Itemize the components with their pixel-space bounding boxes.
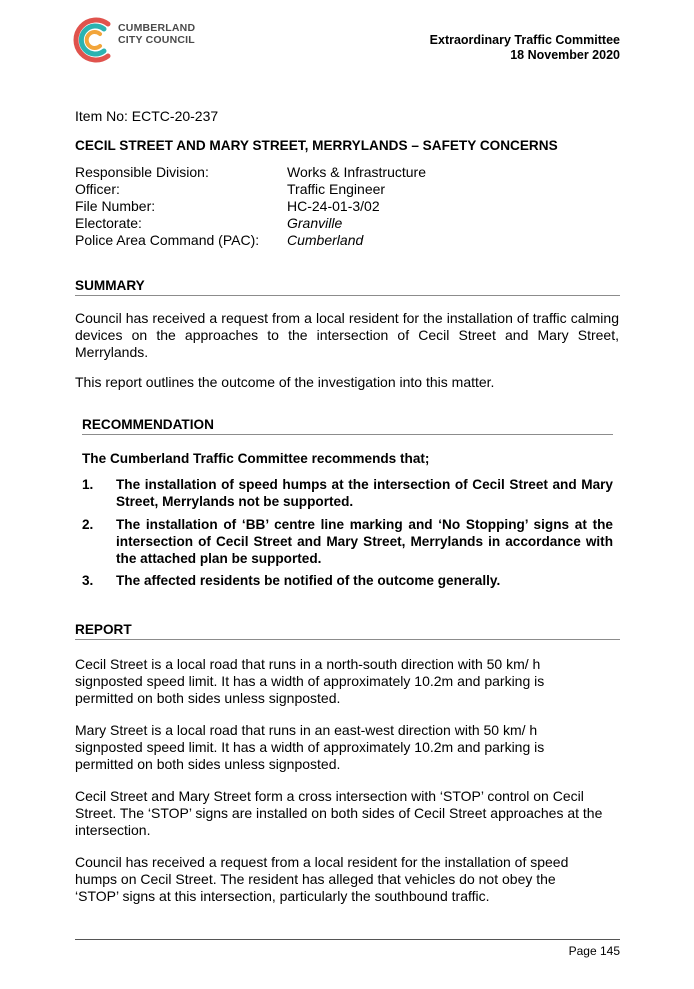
recommendation-item (82, 572, 613, 589)
meta-label: Electorate: (75, 215, 142, 231)
report-heading: REPORT (75, 622, 132, 637)
summary-paragraph-1: Council has received a request from a local resident for the installation of traffic calming devices on the approaches to the intersection of Cecil Street and Mary Street, Merrylands. (75, 310, 619, 360)
logo-line2: CITY COUNCIL (118, 34, 195, 46)
report-paragraph-4: Council has received a request from a local resident for the installation of speed humps on Cecil Street. The resident has alleged that vehicles do not obey the ‘STOP’ signs at this intersection, particularly the southbound traffic. (75, 854, 569, 904)
page-number: Page 145 (568, 944, 620, 958)
meeting-date: 18 November 2020 (510, 48, 620, 62)
report-paragraph-2: Mary Street is a local road that runs in an east-west direction with 50 km/ h signposted speed limit. It has a width of approximately 10.2m and parking is permitted on both sides unless signposted. (75, 722, 545, 772)
footer-divider (75, 939, 620, 940)
recommendation-number: 1. (82, 477, 94, 492)
meta-label: Responsible Division: (75, 164, 209, 180)
item-number: Item No: ECTC-20-237 (75, 108, 219, 124)
recommendation-text: The affected residents be notified of the outcome generally. (116, 573, 501, 588)
meta-row (75, 215, 426, 232)
recommendation-text: The installation of ‘BB’ centre line marking and ‘No Stopping’ signs at the intersection of Cecil Street and Mary Street, Merrylands in accordance with the attached plan be supported. (116, 517, 613, 566)
recommendation-text: The installation of speed humps at the intersection of Cecil Street and Mary Street, Merrylands not be supported. (116, 477, 613, 509)
logo-text (118, 22, 195, 46)
summary-divider (75, 295, 620, 296)
meta-value: Works & Infrastructure (287, 164, 427, 180)
report-paragraph-3: Cecil Street and Mary Street form a cross intersection with ‘STOP’ control on Cecil Street. The ‘STOP’ signs are installed on both sides of Cecil Street approaches at the intersection. (75, 788, 603, 838)
recommendation-number: 3. (82, 573, 94, 588)
meta-label: Police Area Command (PAC): (75, 232, 260, 248)
recommendation-item (82, 476, 613, 510)
recommendation-divider (82, 434, 613, 435)
meta-value: Granville (287, 215, 343, 231)
summary-paragraph-2: This report outlines the outcome of the investigation into this matter. (75, 374, 495, 390)
report-paragraph-1: Cecil Street is a local road that runs in a north-south direction with 50 km/ h signposted speed limit. It has a width of approximately 10.2m and parking is permitted on both sides unless signposted. (75, 656, 545, 706)
meta-row (75, 198, 426, 215)
meta-value: HC-24-01-3/02 (287, 198, 380, 214)
council-logo (68, 12, 208, 68)
logo-line1: CUMBERLAND (118, 22, 196, 34)
meta-row (75, 232, 426, 249)
recommendation-heading: RECOMMENDATION (82, 417, 214, 432)
committee-name: Extraordinary Traffic Committee (429, 33, 620, 47)
meta-label: Officer: (75, 181, 120, 197)
meta-row (75, 164, 426, 181)
header-meta (430, 33, 620, 63)
recommendation-number: 2. (82, 517, 94, 532)
council-logo-icon (68, 12, 116, 68)
summary-heading: SUMMARY (75, 278, 145, 293)
meta-value: Cumberland (287, 232, 364, 248)
meta-row (75, 181, 426, 198)
meta-label: File Number: (75, 198, 156, 214)
recommendation-item (82, 516, 613, 567)
report-divider (75, 639, 620, 640)
recommendation-intro: The Cumberland Traffic Committee recommends that; (82, 451, 430, 466)
report-title: CECIL STREET AND MARY STREET, MERRYLANDS – SAFETY CONCERNS (75, 138, 558, 153)
meta-value: Traffic Engineer (287, 181, 386, 197)
report-meta (75, 164, 426, 249)
recommendation-list (82, 476, 613, 596)
